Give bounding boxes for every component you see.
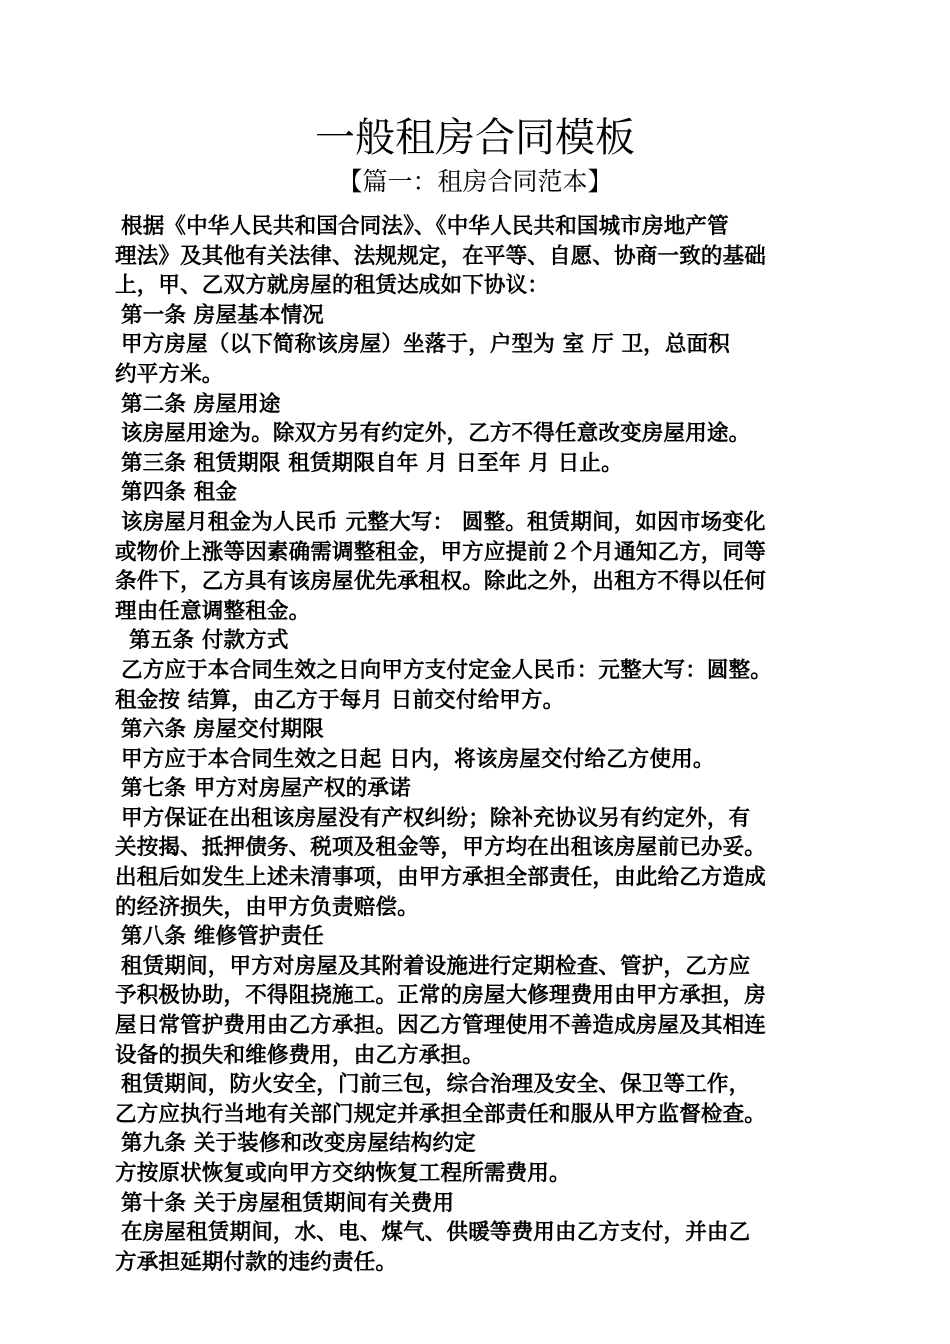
body-line: 乙方应执行当地有关部门规定并承担全部责任和服从甲方监督检查。 bbox=[115, 1101, 767, 1127]
body-line: 第九条 关于装修和改变房屋结构约定 bbox=[121, 1131, 476, 1157]
body-line: 第二条 房屋用途 bbox=[121, 391, 281, 417]
body-line: 第四条 租金 bbox=[121, 480, 238, 506]
document-body bbox=[115, 212, 840, 1277]
body-line: 理法》及其他有关法律、法规规定，在平等、自愿、协商一致的基础 bbox=[115, 243, 767, 269]
body-line: 第十条 关于房屋租赁期间有关费用 bbox=[121, 1190, 455, 1216]
body-line: 第八条 维修管护责任 bbox=[121, 924, 324, 950]
body-line: 甲方保证在出租该房屋没有产权纠纷；除补充协议另有约定外，有 bbox=[121, 805, 751, 831]
document-subtitle: 【篇一：租房合同范本】 bbox=[337, 167, 613, 196]
body-line: 设备的损失和维修费用，由乙方承担。 bbox=[115, 1042, 484, 1068]
body-line: 第三条 租赁期限 租赁期限自年 月 日至年 月 日止。 bbox=[121, 450, 623, 476]
body-line: 甲方房屋（以下简称该房屋）坐落于，户型为 室 厅 卫，总面积 bbox=[121, 332, 730, 358]
body-line: 租赁期间，防火安全，门前三包，综合治理及安全、保卫等工作， bbox=[121, 1072, 751, 1098]
body-line: 第七条 甲方对房屋产权的承诺 bbox=[121, 776, 411, 802]
body-line: 第一条 房屋基本情况 bbox=[121, 302, 324, 328]
body-line: 条件下，乙方具有该房屋优先承租权。除此之外，出租方不得以任何 bbox=[115, 569, 767, 595]
body-line: 的经济损失，由甲方负责赔偿。 bbox=[115, 894, 419, 920]
body-line: 关按揭、抵押债务、税项及租金等，甲方均在出租该房屋前已办妥。 bbox=[115, 835, 767, 861]
body-line: 租金按 结算，由乙方于每月 日前交付给甲方。 bbox=[115, 687, 565, 713]
body-line: 理由任意调整租金。 bbox=[115, 598, 311, 624]
body-line: 或物价上涨等因素确需调整租金，甲方应提前２个月通知乙方，同等 bbox=[115, 539, 767, 565]
body-line: 根据《中华人民共和国合同法》、《中华人民共和国城市房地产管 bbox=[121, 214, 729, 239]
body-line: 该房屋月租金为人民币 元整大写： 圆整。租赁期间，如因市场变化 bbox=[121, 509, 766, 535]
body-line: 方承担延期付款的违约责任。 bbox=[115, 1249, 398, 1275]
body-line: 在房屋租赁期间，水、电、煤气、供暖等费用由乙方支付，并由乙 bbox=[121, 1220, 751, 1246]
body-line: 方按原状恢复或向甲方交纳恢复工程所需费用。 bbox=[115, 1161, 571, 1186]
body-line: 上，甲、乙双方就房屋的租赁达成如下协议： bbox=[115, 273, 550, 299]
body-line: 租赁期间，甲方对房屋及其附着设施进行定期检查、管护，乙方应 bbox=[121, 953, 751, 979]
body-line: 第六条 房屋交付期限 bbox=[121, 717, 324, 743]
body-line: 乙方应于本合同生效之日向甲方支付定金人民币：元整大写：圆整。 bbox=[121, 657, 773, 683]
document-title: 一般租房合同模板 bbox=[315, 115, 635, 161]
body-line: 予积极协助，不得阻挠施工。正常的房屋大修理费用由甲方承担，房 bbox=[115, 983, 767, 1009]
body-line: 约平方米。 bbox=[115, 361, 224, 387]
body-line: 出租后如发生上述未清事项，由甲方承担全部责任，由此给乙方造成 bbox=[115, 865, 767, 891]
body-line: 甲方应于本合同生效之日起 日内，将该房屋交付给乙方使用。 bbox=[121, 746, 715, 772]
body-line: 屋日常管护费用由乙方承担。因乙方管理使用不善造成房屋及其相连 bbox=[115, 1013, 767, 1039]
body-line: 该房屋用途为。除双方另有约定外，乙方不得任意改变房屋用途。 bbox=[121, 421, 751, 447]
body-line: 第五条 付款方式 bbox=[129, 628, 289, 654]
